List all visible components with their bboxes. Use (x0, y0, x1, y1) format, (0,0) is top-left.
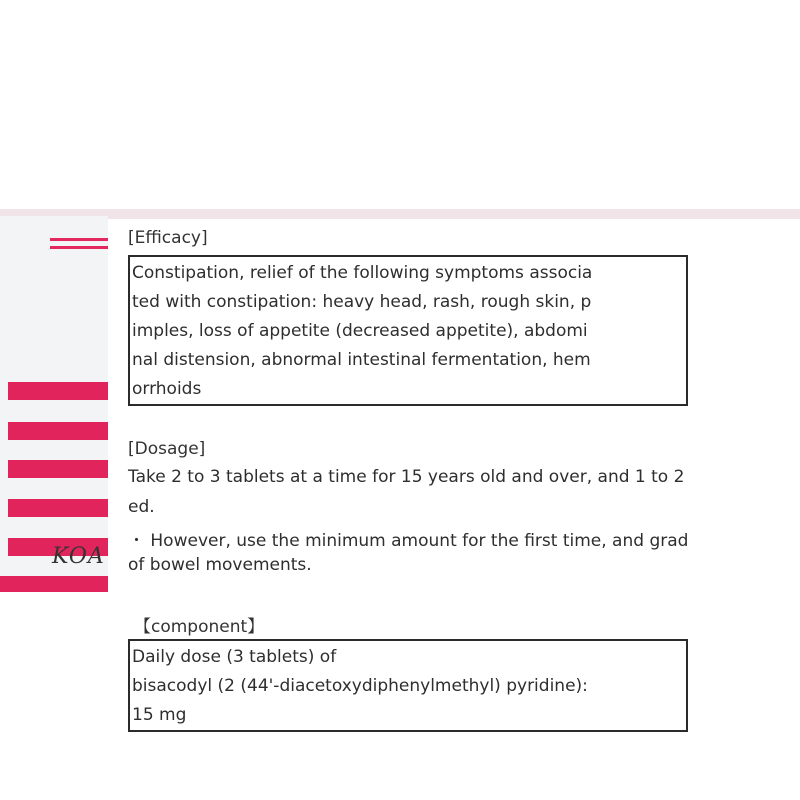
dosage-line: of bowel movements. (128, 555, 312, 575)
component-line: Daily dose (3 tablets) of (132, 647, 337, 667)
efficacy-line: orrhoids (132, 379, 202, 399)
dosage-line: Take 2 to 3 tablets at a time for 15 years old and over, and 1 to 2 (128, 467, 685, 487)
efficacy-line: nal distension, abnormal intestinal fermentation, hem (132, 350, 591, 370)
top-band (0, 209, 800, 219)
component-line: bisacodyl (2 (44'-diacetoxydiphenylmethyl) pyridine): (132, 676, 588, 696)
pkg-stripe (8, 460, 108, 478)
brand-logo: KOA (52, 544, 105, 569)
package-image (0, 216, 108, 592)
component-box (128, 639, 688, 732)
pkg-stripe (8, 382, 108, 400)
efficacy-heading: [Efficacy] (128, 228, 208, 248)
pkg-stripe-thin (50, 246, 108, 249)
component-heading: 【component】 (134, 617, 265, 637)
efficacy-line: imples, loss of appetite (decreased appetite), abdomi (132, 321, 588, 341)
efficacy-box (128, 255, 688, 406)
efficacy-line: ted with constipation: heavy head, rash, rough skin, p (132, 292, 592, 312)
pkg-bottom-band (0, 576, 108, 592)
pkg-stripe (8, 422, 108, 440)
efficacy-line: Constipation, relief of the following symptoms associa (132, 263, 593, 283)
dosage-heading: [Dosage] (128, 439, 206, 459)
component-line: 15 mg (132, 705, 187, 725)
document-content (108, 219, 800, 800)
pkg-stripe (8, 499, 108, 517)
dosage-line: ed. (128, 497, 155, 517)
dosage-line: ・ However, use the minimum amount for the first time, and grad (128, 531, 689, 551)
pkg-stripe-thin (50, 238, 108, 241)
